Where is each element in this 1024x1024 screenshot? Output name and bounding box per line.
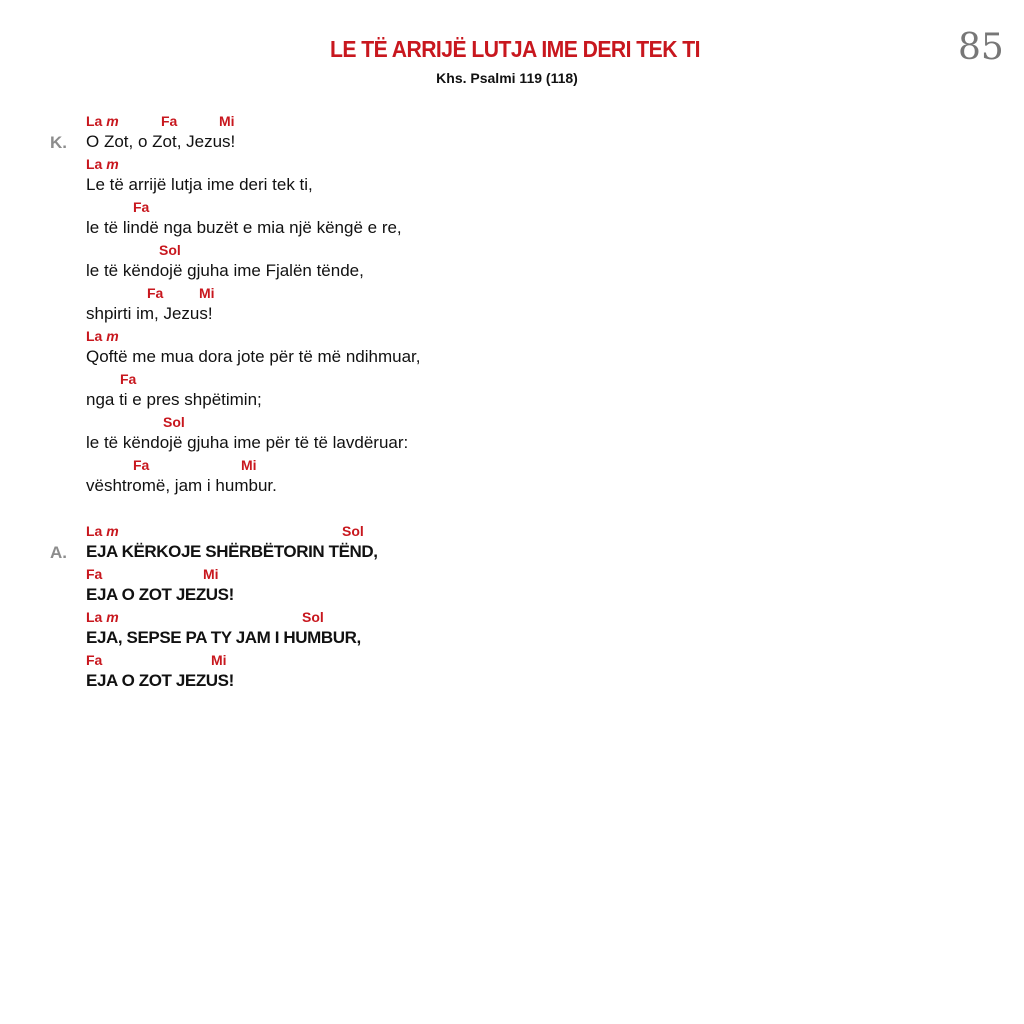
page-number: 85 [958,27,1004,68]
chord: Fa [120,371,137,387]
lyric-line: nga ti e pres shpëtimin; [86,390,262,409]
lyric-line: Le të arrijë lutja ime deri tek ti, [86,175,313,194]
chord: La m [86,523,119,539]
chord: Sol [302,609,324,625]
refrain-line: EJA KËRKOJE SHËRBËTORIN TËND, [86,542,378,561]
refrain-line: EJA O ZOT JEZUS! [86,585,234,604]
refrain-line: EJA O ZOT JEZUS! [86,671,234,690]
chord: Sol [159,242,181,258]
chord: La m [86,328,119,344]
lyric-line: O Zot, o Zot, Jezus! [86,132,236,151]
lyric-line: vështromë, jam i humbur. [86,476,277,495]
chord: Fa [161,113,178,129]
chord: Fa [133,199,150,215]
chord: Mi [219,113,235,129]
chord: Mi [211,652,227,668]
chord: Mi [203,566,219,582]
chord: Fa [133,457,150,473]
chord: Sol [163,414,185,430]
chord: Fa [147,285,164,301]
song-subtitle: Khs. Psalmi 119 (118) [436,70,578,86]
chord: Fa [86,566,103,582]
song-title: LE TË ARRIJË LUTJA IME DERI TEK TI [330,36,700,62]
chord: Sol [342,523,364,539]
chord: La m [86,609,119,625]
chord: La m [86,156,119,172]
verse-marker: K. [50,133,67,152]
lyric-line: Qoftë me mua dora jote për të më ndihmuar, [86,347,421,366]
chord: Mi [241,457,257,473]
lyric-line: le të këndojë gjuha ime për të të lavdëruar: [86,433,409,452]
lyric-line: le të lindë nga buzët e mia një këngë e re, [86,218,402,237]
refrain-line: EJA, SEPSE PA TY JAM I HUMBUR, [86,628,361,647]
refrain-marker: A. [50,543,67,562]
lyric-line: le të këndojë gjuha ime Fjalën tënde, [86,261,364,280]
chord: Mi [199,285,215,301]
chord: Fa [86,652,103,668]
lyric-line: shpirti im, Jezus! [86,304,213,323]
chord: La m [86,113,119,129]
